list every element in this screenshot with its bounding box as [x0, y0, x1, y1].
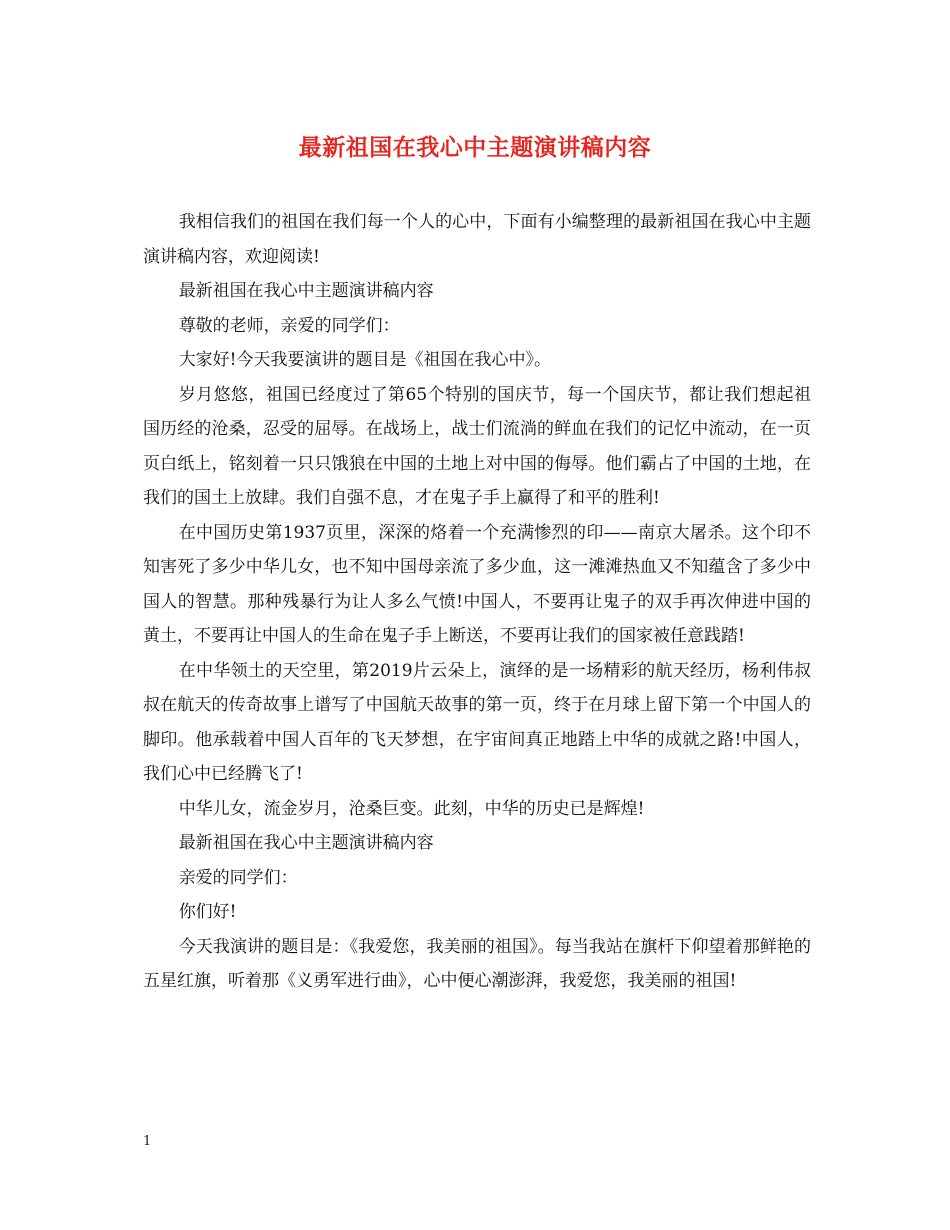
- paragraph: 在中华领土的天空里，第2019片云朵上，演绎的是一场精彩的航天经历，杨利伟叔叔在航天的传奇故事上谱写了中国航天故事的第一页，终于在月球上留下第一个中国人的脚印。他承载着中国人百年的飞天梦想，在宇宙间真正地踏上中华的成就之路!中国人，我们心中已经腾飞了!: [143, 660, 811, 784]
- paragraph: 最新祖国在我心中主题演讲稿内容: [178, 281, 434, 301]
- page-number: 1: [143, 1134, 152, 1149]
- paragraph: 中华儿女，流金岁月，沧桑巨变。此刻，中华的历史已是辉煌!: [178, 798, 645, 819]
- paragraph: 在中国历史第1937页里，深深的烙着一个充满惨烈的印——南京大屠杀。这个印不知害死了多少中华儿女，也不知中国母亲流了多少血，这一滩滩热血又不知蕴含了多少中国人的智慧。那种残暴行为让人多么气愤!中国人，不要再让鬼子的双手再次伸进中国的黄土，不要再让中国人的生命在鬼子手上断送，不要再让我们的国家被任意践踏!: [143, 522, 811, 646]
- paragraph: 尊敬的老师，亲爱的同学们：: [178, 315, 400, 336]
- paragraph: 今天我演讲的题目是：《我爱您，我美丽的祖国》。每当我站在旗杆下仰望着那鲜艳的五星红旗，听着那《义勇军进行曲》，心中便心潮澎湃，我爱您，我美丽的祖国!: [143, 936, 811, 991]
- paragraph: 最新祖国在我心中主题演讲稿内容: [178, 833, 434, 853]
- paragraph: 亲爱的同学们：: [178, 867, 298, 888]
- paragraph: 我相信我们的祖国在我们每一个人的心中，下面有小编整理的最新祖国在我心中主题演讲稿内容，欢迎阅读!: [143, 212, 811, 267]
- document-body: [143, 205, 811, 999]
- document-title: 最新祖国在我心中主题演讲稿内容: [298, 134, 652, 161]
- paragraph: 你们好!: [178, 902, 237, 922]
- paragraph: 大家好!今天我要演讲的题目是《祖国在我心中》。: [178, 350, 552, 370]
- paragraph: 岁月悠悠，祖国已经度过了第65个特别的国庆节，每一个国庆节，都让我们想起祖国历经的沧桑，忍受的屈辱。在战场上，战士们流淌的鲜血在我们的记忆中流动，在一页页白纸上，铭刻着一只只饿狼在中国的土地上对中国的侮辱。他们霸占了中国的土地，在我们的国土上放肆。我们自强不息，才在鬼子手上赢得了和平的胜利!: [143, 384, 811, 508]
